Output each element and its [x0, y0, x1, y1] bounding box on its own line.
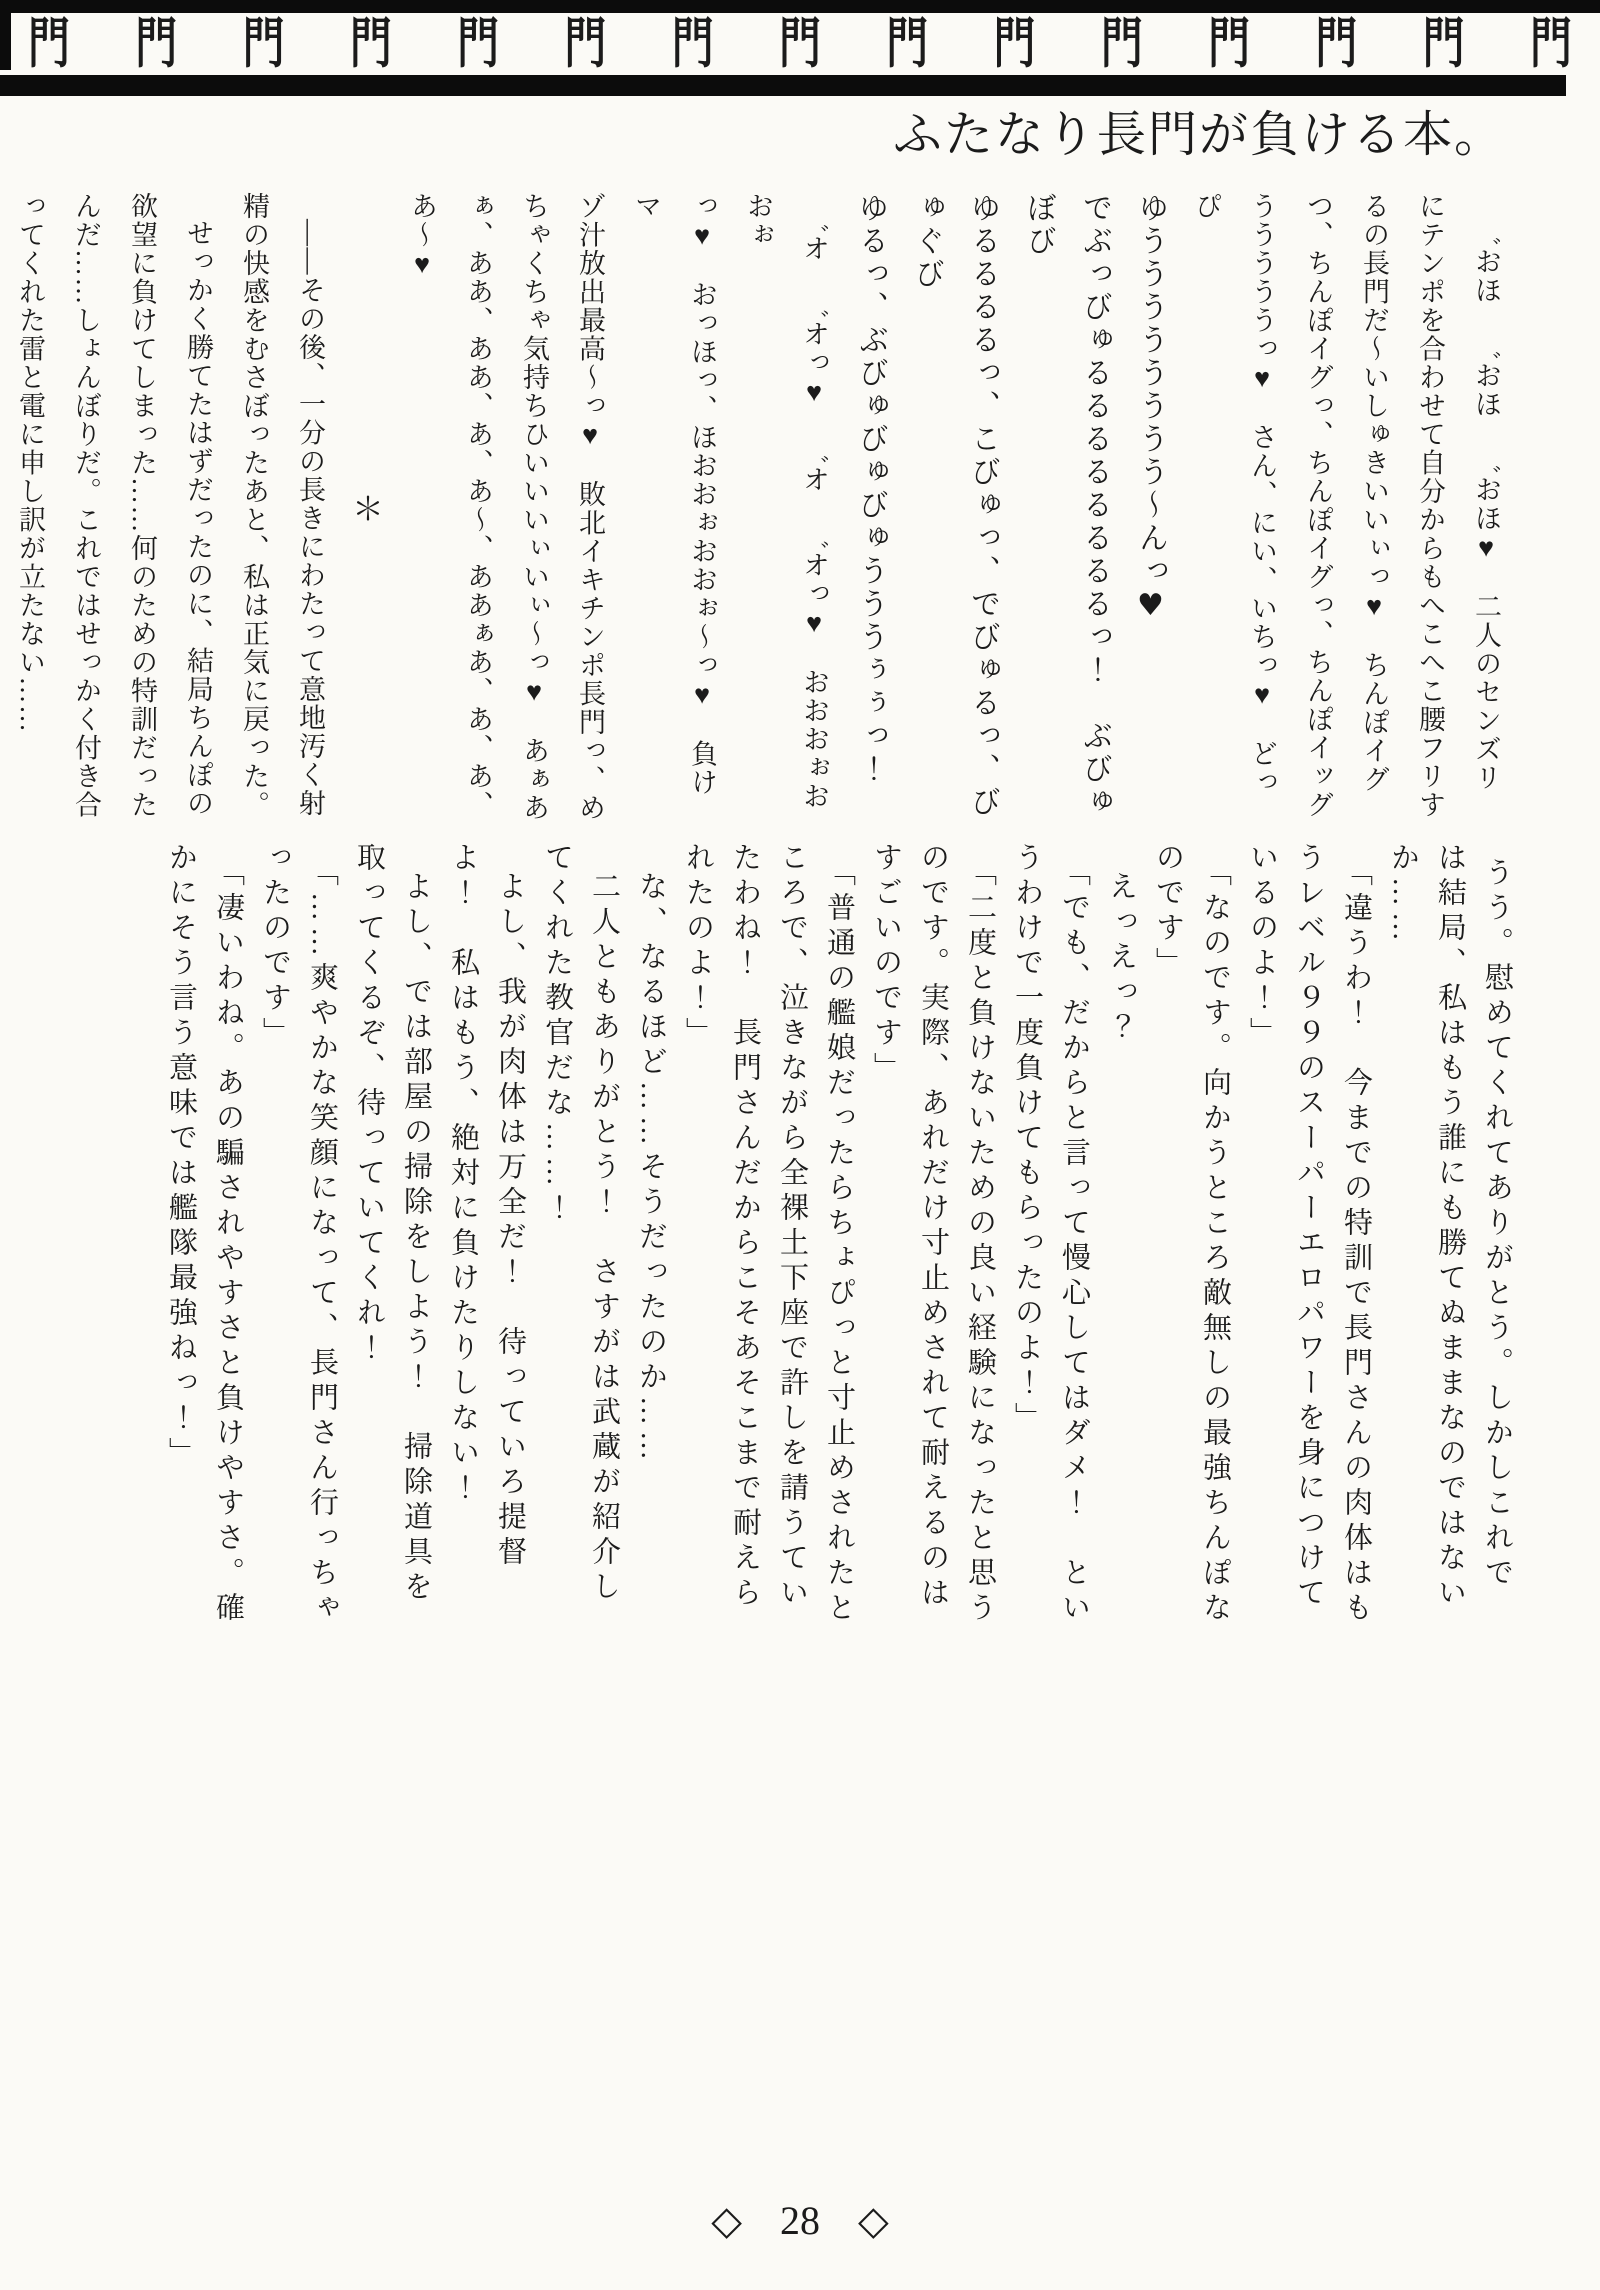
text-column: 二人ともありがとう！ さすがは武蔵が紹介し: [588, 871, 620, 1606]
story-block-upper: [0, 192, 1514, 824]
text-column: ちゃくちゃ気持ちひいいいぃいぃ～っ♥ あぁあ: [519, 192, 549, 822]
left-edge-strip: [0, 10, 11, 70]
text-column: あ～♥: [407, 192, 437, 281]
text-column: うわけで一度負けてもらったのよ！」: [1011, 842, 1043, 1437]
text-column: にテンポを合わせて自分からもへこへこ腰フリす: [1415, 192, 1445, 819]
banner-bottom-bar: [0, 75, 1566, 96]
footer-page-number: 28: [780, 2198, 820, 2243]
top-banner: [0, 0, 1600, 96]
text-column: れたのよ！」: [682, 842, 714, 1052]
text-column: 「違うわ！ 今までの特訓で長門さんの肉体はも: [1340, 856, 1372, 1627]
gate-glyph: 門: [1422, 11, 1465, 76]
text-column: いるのよ！」: [1246, 842, 1278, 1052]
text-column: うううううっ♥ さん、にい、いちっ♥ どっぴ: [1191, 192, 1277, 797]
text-column: うう。慰めてくれてありがとう。しかしこれで: [1481, 856, 1513, 1592]
text-column: ゛おほ ゛おほ ゛おほ♥ 二人のセンズリ: [1471, 219, 1501, 792]
text-column: か……: [1387, 842, 1419, 947]
gate-glyph: 門: [993, 11, 1036, 76]
text-column: っ♥ おっほっ、ほおおぉおおぉ～っ♥ 負けマ: [631, 192, 717, 797]
text-column: すごいのです」: [870, 842, 902, 1087]
gate-glyph: 門: [564, 11, 607, 76]
text-column: たわね！ 長門さんだからこそあそこまで耐えら: [729, 842, 761, 1612]
text-column: ゆうううううううう～んっ♥: [1133, 192, 1168, 626]
section-divider: ＊: [348, 492, 384, 524]
text-column: 精の快感をむさぼったあと、私は正気に戻った。: [239, 192, 269, 819]
text-column: でぶっびゅるるるるるるるるっ！ ぶびゅぼび: [1021, 192, 1112, 819]
gate-glyph: 門: [1208, 11, 1251, 76]
text-column: のです」: [1152, 842, 1184, 982]
text-column: よし、我が肉体は万全だ！ 待っていろ提督: [494, 871, 526, 1571]
page-footer: [0, 2197, 1600, 2244]
gate-glyph: 門: [457, 11, 500, 76]
text-column: てくれた教官だな……！: [541, 842, 573, 1227]
gate-glyph: 門: [349, 11, 392, 76]
text-column: えっえっ？: [1105, 871, 1137, 1046]
text-column: な、なるほど……そうだったのか……: [635, 871, 667, 1466]
text-column: ってくれた雷と電に申し訳が立たない……: [15, 192, 45, 734]
text-column: [0, 192, 2, 824]
text-column: 欲望に負けてしまった……何のための特訓だった: [127, 192, 157, 819]
gate-glyph: 門: [778, 11, 821, 76]
text-column: 「二度と負けないための良い経験になったと思う: [964, 856, 996, 1627]
story-block-lower: [157, 842, 1520, 1642]
page-title: ふたなり長門が負ける本。: [892, 107, 1505, 162]
text-column: ぁ、ああ、ああ、あ、あ～、ああぁあ、あ、あ、: [463, 192, 493, 819]
text-column: のです。実際、あれだけ寸止めされて耐えるのは: [917, 842, 949, 1612]
text-column: せっかく勝てたはずだったのに、結局ちんぽの: [183, 219, 213, 818]
gate-glyph: 門: [1100, 11, 1143, 76]
text-column: ゆるっ、ぶびゅびゅびゅうううぅぅっ！: [853, 192, 888, 786]
text-column: ゛オ ゛オっ♥ ゛オ ゛オっ♥ おおおぉおおぉ: [743, 192, 829, 810]
gate-glyph: 門: [1529, 11, 1572, 76]
gate-glyph: 門: [1315, 11, 1358, 76]
gate-glyph: 門: [242, 11, 285, 76]
gate-glyph: 門: [28, 11, 71, 76]
text-column: よし、では部屋の掃除をしよう！ 掃除道具を: [400, 871, 432, 1606]
footer-diamond-left: ◇: [711, 2198, 742, 2243]
text-column: は結局、私はもう誰にも勝てぬままなのではない: [1434, 842, 1466, 1612]
text-column: ――その後、一分の長きにわたって意地汚く射: [295, 219, 325, 818]
banner-gates: [0, 13, 1600, 75]
gate-glyph: 門: [135, 11, 178, 76]
footer-diamond-right: ◇: [858, 2198, 889, 2243]
text-column: 「……爽やかな笑顔になって、長門さん行っちゃ: [306, 856, 338, 1627]
text-column: うレベル９９のスーパーエロパワーを身につけて: [1293, 842, 1325, 1612]
text-column: ゾ汁放出最高～っ♥ 敗北イキチンポ長門っ、め: [575, 192, 605, 822]
text-column: よ！ 私はもう、絶対に負けたりしない！: [447, 842, 479, 1507]
text-column: るの長門だ～いしゅきいいぃっ♥ ちんぽイグ: [1359, 192, 1389, 794]
text-column: ゆるるるるっ、こびゅっ、でびゅるっ、びゅぐび: [909, 192, 1000, 819]
text-column: ころで、泣きながら全裸土下座で許しを請うてい: [776, 842, 808, 1612]
text-column: かにそう言う意味では艦隊最強ねっ！」: [165, 842, 197, 1472]
text-column: つ、ちんぽイグっ、ちんぽイグっ、ちんぽイッグ: [1303, 192, 1333, 819]
text-column: 「なのです。向かうところ敵無しの最強ちんぽな: [1199, 856, 1231, 1627]
gate-glyph: 門: [671, 11, 714, 76]
gate-glyph: 門: [886, 11, 929, 76]
text-column: 「でも、だからと言って慢心してはダメ！ とい: [1058, 856, 1090, 1627]
text-column: ったのです」: [259, 842, 291, 1052]
text-column: 取ってくるぞ、待っていてくれ！: [353, 842, 385, 1367]
text-column: 「凄いわね。あの騙されやすさと負けやすさ。確: [212, 856, 244, 1627]
text-column: んだ……しょんぼりだ。これではせっかく付き合: [71, 192, 101, 819]
text-column: 「普通の艦娘だったらちょぴっと寸止めされたと: [823, 856, 855, 1627]
